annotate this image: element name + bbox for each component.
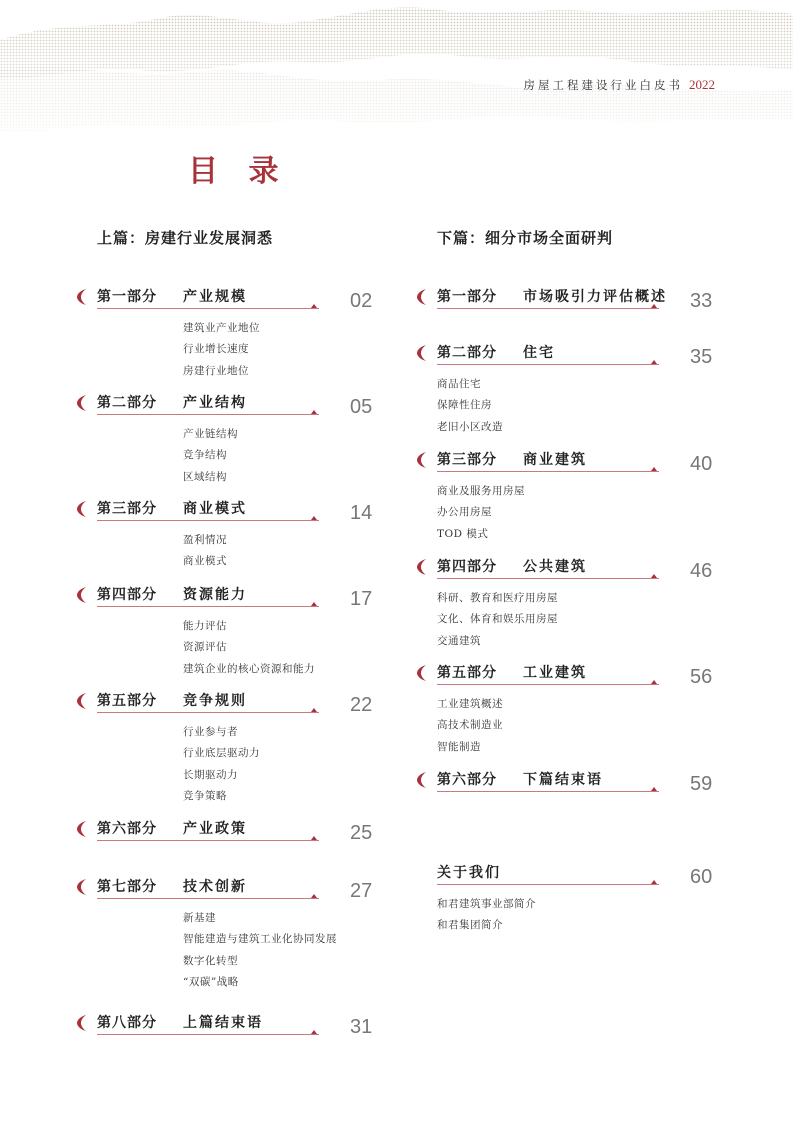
- section-divider: [97, 1034, 319, 1035]
- bracket-icon: [75, 1014, 89, 1032]
- subsection-item[interactable]: 资源评估: [183, 641, 227, 654]
- section-title: 产业结构: [183, 395, 247, 411]
- section-part-label: 第八部分: [97, 1015, 157, 1031]
- subsection-item[interactable]: 产业链结构: [183, 428, 238, 440]
- divider-marker: [311, 836, 317, 840]
- page-title: 目 录: [188, 154, 289, 189]
- subsection-item[interactable]: 商业模式: [183, 555, 227, 568]
- section-title: 住宅: [523, 345, 555, 361]
- section-page-number: 22: [350, 694, 373, 716]
- subsection-item[interactable]: 工业建筑概述: [437, 698, 503, 710]
- subsection-item[interactable]: 房建行业地位: [183, 364, 249, 377]
- subsection-list: [183, 318, 260, 382]
- section-title: 产业政策: [183, 821, 247, 837]
- section-divider: [437, 684, 659, 685]
- divider-marker: [311, 894, 317, 898]
- report-year: 2022: [689, 77, 715, 92]
- section-page-number: 25: [350, 822, 373, 844]
- subsection-item[interactable]: 办公用房屋: [437, 506, 492, 519]
- section-page-number: 60: [690, 866, 713, 888]
- section-part-label: 第一部分: [437, 289, 497, 305]
- section-page-number: 46: [690, 560, 713, 582]
- section-divider: [97, 840, 319, 841]
- section-divider: [437, 578, 659, 579]
- subsection-item[interactable]: 竞争策略: [183, 789, 227, 802]
- bracket-icon: [75, 288, 89, 306]
- section-divider: [437, 791, 659, 792]
- section-part-label: 第四部分: [97, 587, 157, 603]
- subsection-item[interactable]: “双碳”战略: [183, 975, 239, 988]
- section-title: 商业建筑: [523, 452, 587, 468]
- subsection-item[interactable]: 智能建造与建筑工业化协同发展: [183, 933, 337, 946]
- section-title: 公共建筑: [523, 559, 587, 575]
- subsection-list: [437, 694, 503, 758]
- subsection-list: [183, 722, 260, 807]
- subsection-item[interactable]: 行业底层驱动力: [183, 747, 260, 760]
- subsection-list: [183, 424, 238, 488]
- section-title: 下篇结束语: [523, 772, 603, 788]
- section-title: 商业模式: [183, 501, 247, 517]
- section-page-number: 59: [690, 773, 713, 795]
- section-title: 工业建筑: [523, 665, 587, 681]
- section-page-number: 35: [690, 346, 713, 368]
- divider-marker: [311, 516, 317, 520]
- divider-marker: [311, 410, 317, 414]
- bracket-icon: [415, 771, 429, 789]
- bracket-icon: [415, 288, 429, 306]
- bracket-icon: [75, 878, 89, 896]
- subsection-item[interactable]: 建筑业产业地位: [183, 322, 260, 334]
- section-divider: [437, 364, 659, 365]
- report-name: 房屋工程建设行业白皮书: [523, 78, 683, 92]
- subsection-list: [437, 481, 525, 545]
- subsection-item[interactable]: 行业增长速度: [183, 343, 249, 356]
- divider-marker: [651, 787, 657, 791]
- subsection-item[interactable]: 老旧小区改造: [437, 420, 503, 433]
- section-page-number: 17: [350, 588, 373, 610]
- report-title: [524, 77, 716, 93]
- section-page-number: 56: [690, 666, 713, 688]
- section-page-number: 27: [350, 880, 373, 902]
- bracket-icon: [75, 500, 89, 518]
- right-column-heading: 下篇：细分市场全面研判: [437, 229, 614, 247]
- divider-marker: [651, 574, 657, 578]
- section-page-number: 40: [690, 453, 713, 475]
- section-divider: [97, 606, 319, 607]
- section-page-number: 33: [690, 290, 713, 312]
- divider-marker: [311, 708, 317, 712]
- section-title: 市场吸引力评估概述: [523, 289, 667, 305]
- subsection-item[interactable]: 保障性住房: [437, 399, 492, 412]
- subsection-item[interactable]: 长期驱动力: [183, 768, 238, 781]
- divider-marker: [311, 1030, 317, 1034]
- divider-marker: [311, 304, 317, 308]
- subsection-item[interactable]: 和君集团简介: [437, 919, 503, 932]
- section-title: 资源能力: [183, 587, 247, 603]
- subsection-item[interactable]: 能力评估: [183, 620, 227, 632]
- bracket-icon: [75, 820, 89, 838]
- section-divider: [97, 712, 319, 713]
- bracket-icon: [75, 394, 89, 412]
- subsection-item[interactable]: TOD 模式: [437, 527, 489, 540]
- divider-marker: [311, 602, 317, 606]
- section-part-label: 第五部分: [437, 665, 497, 681]
- section-page-number: 05: [350, 396, 373, 418]
- section-divider: [97, 414, 319, 415]
- section-divider: [437, 308, 659, 309]
- subsection-item[interactable]: 高技术制造业: [437, 719, 503, 732]
- subsection-list: [437, 588, 558, 652]
- divider-marker: [651, 304, 657, 308]
- section-divider: [437, 471, 659, 472]
- section-part-label: 第二部分: [97, 395, 157, 411]
- subsection-item[interactable]: 科研、教育和医疗用房屋: [437, 592, 558, 604]
- section-title: 关于我们: [437, 865, 501, 881]
- subsection-list: [183, 616, 315, 680]
- section-title: 竞争规则: [183, 693, 247, 709]
- bracket-icon: [415, 451, 429, 469]
- subsection-list: [437, 894, 536, 937]
- subsection-item[interactable]: 建筑企业的核心资源和能力: [183, 662, 315, 675]
- subsection-item[interactable]: 竞争结构: [183, 449, 227, 462]
- bracket-icon: [415, 344, 429, 362]
- section-part-label: 第六部分: [97, 821, 157, 837]
- section-page-number: 14: [350, 502, 373, 524]
- section-part-label: 第三部分: [437, 452, 497, 468]
- subsection-list: [183, 908, 337, 993]
- divider-marker: [651, 360, 657, 364]
- subsection-list: [183, 530, 227, 573]
- subsection-item[interactable]: 商品住宅: [437, 378, 481, 390]
- section-part-label: 第二部分: [437, 345, 497, 361]
- section-title: 产业规模: [183, 289, 247, 305]
- subsection-item[interactable]: 交通建筑: [437, 634, 481, 647]
- section-part-label: 第一部分: [97, 289, 157, 305]
- bracket-icon: [415, 558, 429, 576]
- subsection-item[interactable]: 和君建筑事业部简介: [437, 898, 536, 910]
- subsection-list: [437, 374, 503, 438]
- bracket-icon: [415, 664, 429, 682]
- section-part-label: 第四部分: [437, 559, 497, 575]
- section-page-number: 31: [350, 1016, 373, 1038]
- left-column-heading: 上篇：房建行业发展洞悉: [97, 229, 274, 247]
- section-title: 技术创新: [183, 879, 247, 895]
- subsection-item[interactable]: 文化、体育和娱乐用房屋: [437, 613, 558, 626]
- subsection-item[interactable]: 智能制造: [437, 740, 481, 753]
- section-part-label: 第七部分: [97, 879, 157, 895]
- subsection-item[interactable]: 盈利情况: [183, 534, 227, 546]
- section-page-number: 02: [350, 290, 373, 312]
- section-divider: [97, 308, 319, 309]
- bracket-icon: [75, 692, 89, 710]
- section-divider: [97, 898, 319, 899]
- section-divider: [437, 884, 659, 885]
- subsection-item[interactable]: 区域结构: [183, 470, 227, 483]
- divider-marker: [651, 880, 657, 884]
- subsection-item[interactable]: 商业及服务用房屋: [437, 485, 525, 497]
- bracket-icon: [75, 586, 89, 604]
- subsection-item[interactable]: 新基建: [183, 912, 216, 924]
- subsection-item[interactable]: 数字化转型: [183, 954, 238, 967]
- section-divider: [97, 520, 319, 521]
- divider-marker: [651, 467, 657, 471]
- section-part-label: 第五部分: [97, 693, 157, 709]
- divider-marker: [651, 680, 657, 684]
- section-part-label: 第三部分: [97, 501, 157, 517]
- subsection-item[interactable]: 行业参与者: [183, 726, 238, 738]
- section-title: 上篇结束语: [183, 1015, 263, 1031]
- section-part-label: 第六部分: [437, 772, 497, 788]
